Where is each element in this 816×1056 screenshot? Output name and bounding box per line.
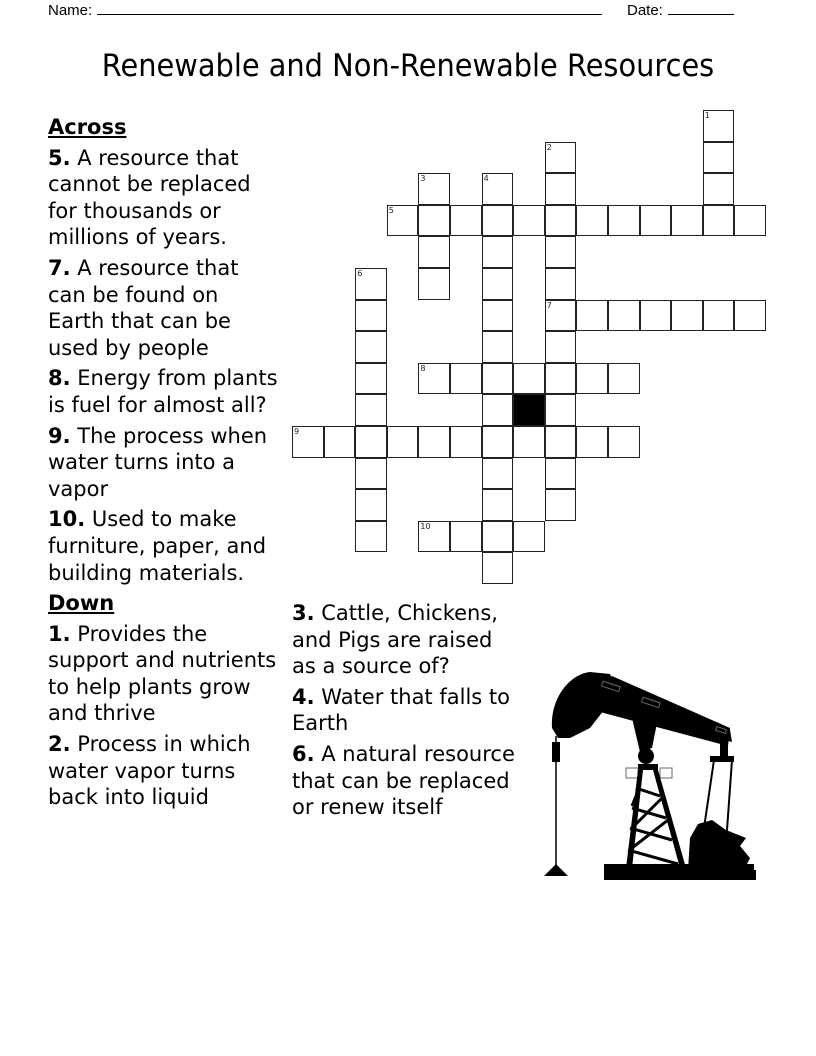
clue-number: 9 <box>294 427 300 436</box>
clue-across-9: 9. The process when water turns into a vapor <box>48 423 268 501</box>
crossword-cell[interactable] <box>545 394 577 426</box>
crossword-cell[interactable] <box>703 205 735 237</box>
crossword-cell[interactable] <box>418 205 450 237</box>
crossword-cell[interactable] <box>545 205 577 237</box>
crossword-cell[interactable] <box>418 521 450 553</box>
clue-number: 3 <box>420 174 426 184</box>
crossword-cell[interactable] <box>513 205 545 237</box>
clue-number: 5 <box>388 205 394 215</box>
crossword-cell[interactable] <box>545 173 577 205</box>
crossword-cell[interactable] <box>703 173 735 205</box>
crossword-cell[interactable] <box>355 331 387 363</box>
crossword-cell[interactable] <box>482 394 514 426</box>
crossword-cell[interactable] <box>482 173 514 205</box>
clue-down-1: 1. Provides the support and nutrients to help plants grow and thrive <box>48 621 277 726</box>
crossword-cell[interactable] <box>545 426 577 458</box>
crossword-cell[interactable] <box>545 489 577 521</box>
down-heading: Down <box>48 591 115 616</box>
crossword-cell[interactable] <box>482 363 514 395</box>
crossword-cell[interactable] <box>576 426 608 458</box>
crossword-cell[interactable] <box>608 363 640 395</box>
crossword-cell[interactable] <box>482 552 514 584</box>
oil-pump-jack-icon <box>540 668 760 880</box>
crossword-cell[interactable] <box>671 205 703 237</box>
crossword-cell[interactable] <box>545 363 577 395</box>
crossword-cell[interactable] <box>576 300 608 332</box>
clue-down-2: 2. Process in which water vapor turns back into liquid <box>48 732 251 810</box>
crossword-cell[interactable] <box>482 521 514 553</box>
crossword-cell[interactable] <box>418 173 450 205</box>
crossword-cell[interactable] <box>513 426 545 458</box>
clue-number: 4 <box>483 174 489 184</box>
crossword-cell[interactable] <box>355 489 387 521</box>
clue-number: 10 <box>420 521 431 531</box>
crossword-cell[interactable] <box>640 300 672 332</box>
crossword-cell[interactable] <box>355 363 387 395</box>
crossword-cell[interactable] <box>418 426 450 458</box>
crossword-cell[interactable] <box>355 458 387 490</box>
crossword-cell[interactable] <box>671 300 703 332</box>
crossword-cell[interactable] <box>450 426 482 458</box>
clue-across-10: 10. Used to make furniture, paper, and building materials. <box>48 507 267 585</box>
clue-down-6: 6. A natural resource that can be replaced or renew itself <box>292 741 515 820</box>
crossword-cell[interactable] <box>576 363 608 395</box>
crossword-cell[interactable] <box>640 205 672 237</box>
crossword-cell[interactable] <box>482 205 514 237</box>
crossword-cell[interactable] <box>482 489 514 521</box>
crossword-cell[interactable] <box>545 331 577 363</box>
crossword-cell[interactable] <box>450 521 482 553</box>
crossword-cell[interactable] <box>608 205 640 237</box>
crossword-cell[interactable] <box>576 205 608 237</box>
clue-across-7: 7. A resource that can be found on Earth that can be used by people <box>48 255 239 360</box>
name-label: Name: <box>48 2 93 19</box>
crossword-cell[interactable] <box>545 142 577 174</box>
crossword-cell[interactable] <box>482 300 514 332</box>
crossword-cell[interactable] <box>703 142 735 174</box>
crossword-cell[interactable] <box>482 236 514 268</box>
crossword-cell[interactable] <box>482 268 514 300</box>
crossword-cell[interactable] <box>482 331 514 363</box>
crossword-cell[interactable] <box>545 300 577 332</box>
crossword-cell[interactable] <box>324 426 356 458</box>
crossword-cell[interactable] <box>703 110 735 142</box>
crossword-cell[interactable] <box>608 426 640 458</box>
crossword-cell[interactable] <box>703 300 735 332</box>
crossword-cell[interactable] <box>418 236 450 268</box>
clue-down-3: 3. Cattle, Chickens, and Pigs are raised as a source of? <box>292 601 498 679</box>
clue-number: 7 <box>546 300 552 310</box>
date-label: Date: <box>627 2 663 19</box>
clue-number: 8 <box>420 363 426 373</box>
crossword-cell[interactable] <box>387 426 419 458</box>
crossword-cell[interactable] <box>545 236 577 268</box>
clue-across-5: 5. A resource that cannot be replaced for thousands or millions of years. <box>48 145 251 250</box>
crossword-cell[interactable] <box>513 363 545 395</box>
clue-across-8: 8. Energy from plants is fuel for almost all? <box>48 366 278 417</box>
crossword-cell[interactable] <box>482 426 514 458</box>
clue-number: 2 <box>546 142 552 152</box>
crossword-cell[interactable] <box>418 268 450 300</box>
crossword-cell[interactable] <box>545 268 577 300</box>
clue-down-4: 4. Water that falls to Earth <box>292 684 510 736</box>
crossword-cell[interactable] <box>450 205 482 237</box>
clue-number: 6 <box>357 269 363 278</box>
crossword-cell[interactable] <box>450 363 482 395</box>
black-cell <box>513 394 545 426</box>
clue-number: 1 <box>704 111 710 120</box>
crossword-cell[interactable] <box>608 300 640 332</box>
crossword-cell[interactable] <box>355 426 387 458</box>
clues-column-right <box>292 600 522 825</box>
crossword-cell[interactable] <box>734 300 766 332</box>
crossword-cell[interactable] <box>734 205 766 237</box>
crossword-cell[interactable] <box>545 458 577 490</box>
crossword-cell[interactable] <box>387 205 419 237</box>
crossword-cell[interactable] <box>355 521 387 553</box>
crossword-cell[interactable] <box>355 394 387 426</box>
crossword-cell[interactable] <box>355 300 387 332</box>
crossword-cell[interactable] <box>482 458 514 490</box>
crossword-cell[interactable] <box>418 363 450 395</box>
crossword-cell[interactable] <box>513 521 545 553</box>
across-heading: Across <box>48 115 127 139</box>
crossword-cell[interactable] <box>355 268 387 300</box>
page-title: Renewable and Non-Renewable Resources <box>101 48 715 84</box>
crossword-cell[interactable] <box>292 426 324 458</box>
